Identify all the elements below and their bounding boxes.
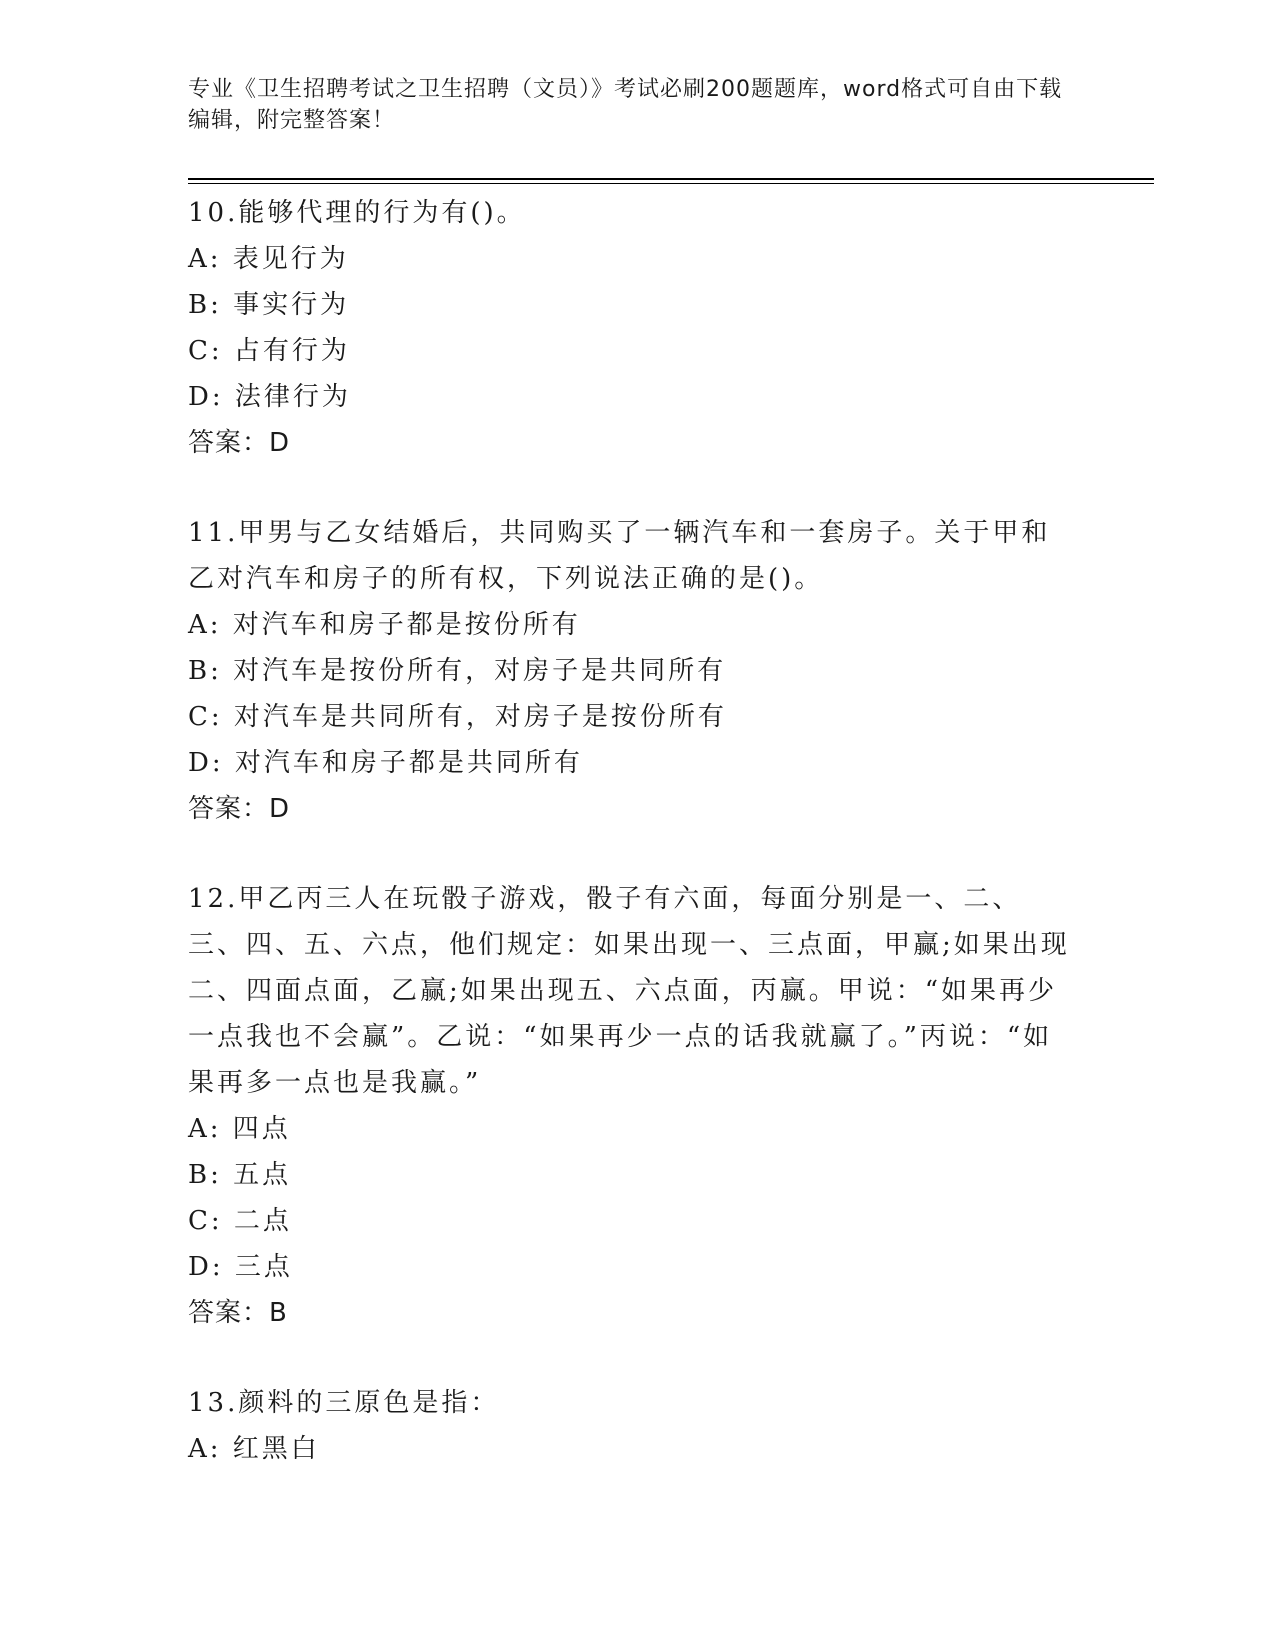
option-b: B: 事实行为 xyxy=(188,290,350,320)
question-11 xyxy=(188,510,1088,832)
question-stem: 11.甲男与乙女结婚后，共同购买了一辆汽车和一套房子。关于甲和乙对汽车和房子的所有权，下列说法正确的是()。 xyxy=(188,518,1051,594)
option-c: C: 对汽车是共同所有，对房子是按份所有 xyxy=(188,702,727,732)
question-10 xyxy=(188,190,1088,466)
option-d: D: 法律行为 xyxy=(188,382,351,412)
option-a: A: 四点 xyxy=(188,1114,291,1144)
header-divider-thick xyxy=(188,178,1154,180)
answer-label: 答案：D xyxy=(188,428,291,458)
question-stem: 12.甲乙丙三人在玩骰子游戏，骰子有六面，每面分别是一、二、三、四、五、六点，他们规定：如果出现一、三点面，甲赢;如果出现二、四面点面，乙赢;如果出现五、六点面，丙赢。甲说：“如果再少一点我也不会赢”。乙说：“如果再少一点的话我就赢了。”丙说：“如果再多一点也是我赢。” xyxy=(188,884,1070,1098)
option-a: A: 对汽车和房子都是按份所有 xyxy=(188,610,581,640)
option-d: D: 三点 xyxy=(188,1252,293,1282)
option-b: B: 对汽车是按份所有，对房子是共同所有 xyxy=(188,656,727,686)
question-stem: 10.能够代理的行为有()。 xyxy=(188,198,526,228)
header-divider-thin xyxy=(188,183,1154,184)
answer-label: 答案：B xyxy=(188,1298,288,1328)
option-d: D: 对汽车和房子都是共同所有 xyxy=(188,748,583,778)
option-a: A: 红黑白 xyxy=(188,1434,320,1464)
option-c: C: 二点 xyxy=(188,1206,292,1236)
question-13 xyxy=(188,1380,1088,1472)
document-header: 专业《卫生招聘考试之卫生招聘（文员）》考试必刷200题题库，word格式可自由下载编辑，附完整答案！ xyxy=(188,77,1063,133)
question-stem: 13.颜料的三原色是指： xyxy=(188,1388,500,1418)
option-b: B: 五点 xyxy=(188,1160,292,1190)
answer-label: 答案：D xyxy=(188,794,291,824)
option-c: C: 占有行为 xyxy=(188,336,350,366)
question-list xyxy=(188,190,1088,1516)
option-a: A: 表见行为 xyxy=(188,244,349,274)
question-12 xyxy=(188,876,1088,1336)
